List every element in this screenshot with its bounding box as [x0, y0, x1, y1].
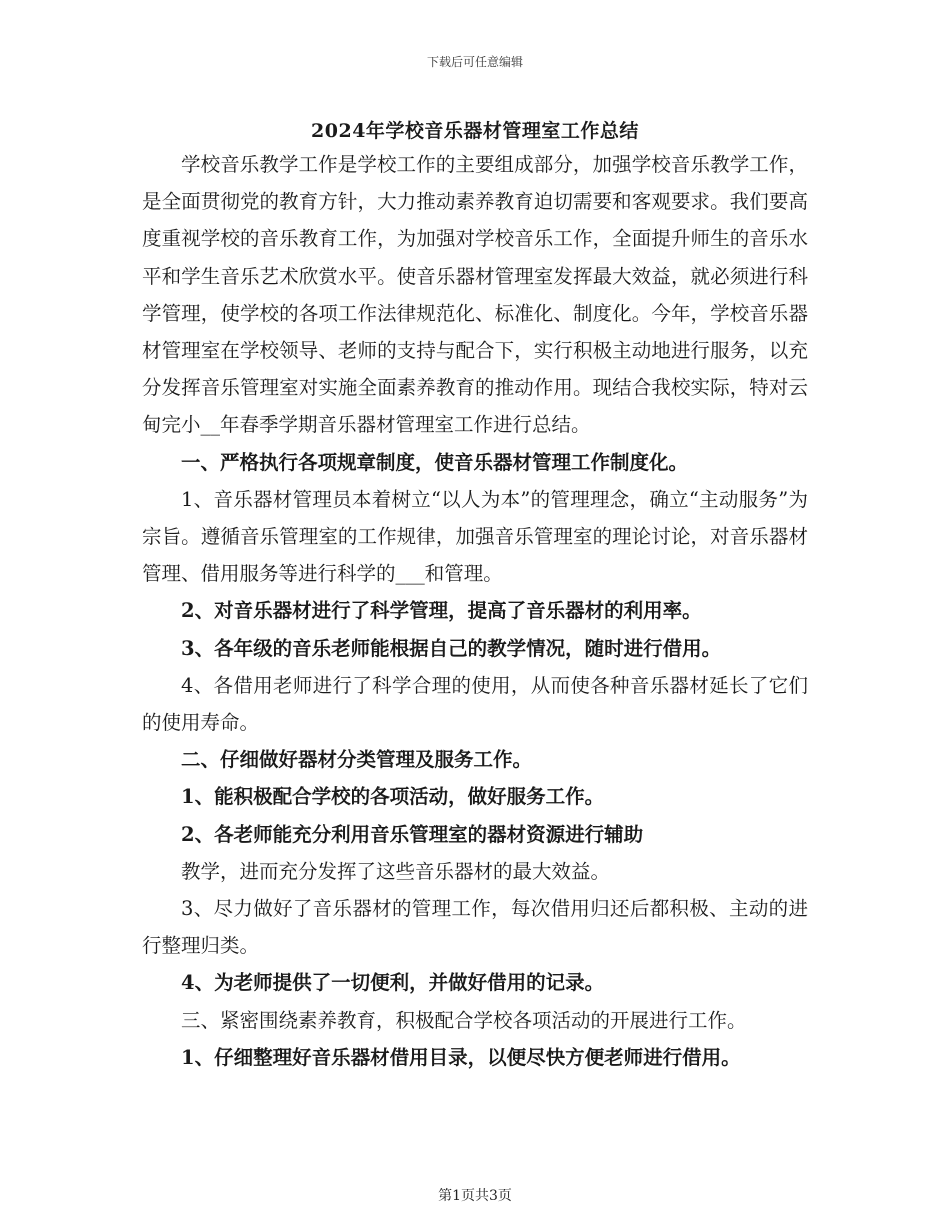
paragraph-2-4: 4、为老师提供了一切便利，并做好借用的记录。 [181, 971, 605, 995]
paragraph-3-1: 1、仔细整理好音乐器材借用目录，以便尽快方便老师进行借用。 [181, 1045, 741, 1069]
paragraph-1-2: 2、对音乐器材进行了科学管理，提高了音乐器材的利用率。 [181, 599, 702, 623]
document-body [142, 146, 808, 1076]
paragraph-1-3: 3、各年级的音乐老师能根据自己的教学情况，随时进行借用。 [181, 636, 722, 660]
paragraph-2-2: 2、各老师能充分利用音乐管理室的器材资源进行辅助 [181, 822, 644, 846]
section-heading-1: 一、严格执行各项规章制度，使音乐器材管理工作制度化。 [181, 450, 689, 474]
page-header-note: 下载后可任意编辑 [426, 55, 523, 69]
page-number: 第1页共3页 [438, 1188, 512, 1204]
paragraph-2-1: 1、能积极配合学校的各项活动，做好服务工作。 [181, 785, 605, 809]
paragraph-2-3: 3、尽力做好了音乐器材的管理工作，每次借用归还后都积极、主动的进行整理归类。 [142, 897, 808, 958]
paragraph-intro: 学校音乐教学工作是学校工作的主要组成部分，加强学校音乐教学工作，是全面贯彻党的教育方针，大力推动素养教育迫切需要和客观要求。我们要高度重视学校的音乐教育工作，为加强对学校音乐工作，全面提升师生的音乐水平和学生音乐艺术欣赏水平。使音乐器材管理室发挥最大效益，就必须进行科学管理，使学校的各项工作法律规范化、标准化、制度化。今年，学校音乐器材管理室在学校领导、老师的支持与配合下，实行积极主动地进行服务，以充分发挥音乐管理室对实施全面素养教育的推动作用。现结合我校实际，特对云甸完小__年春季学期音乐器材管理室工作进行总结。 [142, 153, 808, 437]
paragraph-1-1: 1、音乐器材管理员本着树立“以人为本”的管理理念，确立“主动服务”为宗旨。遵循音乐管理室的工作规律，加强音乐管理室的理论讨论，对音乐器材管理、借用服务等进行科学的___和管理。 [142, 487, 808, 586]
section-heading-3: 三、紧密围绕素养教育，积极配合学校各项活动的开展进行工作。 [181, 1008, 747, 1032]
section-heading-2: 二、仔细做好器材分类管理及服务工作。 [181, 748, 533, 772]
document-title: 2024年学校音乐器材管理室工作总结 [311, 120, 639, 142]
paragraph-1-4: 4、各借用老师进行了科学合理的使用，从而使各种音乐器材延长了它们的使用寿命。 [142, 673, 808, 735]
paragraph-2-2-continued: 教学，进而充分发挥了这些音乐器材的最大效益。 [181, 859, 611, 883]
